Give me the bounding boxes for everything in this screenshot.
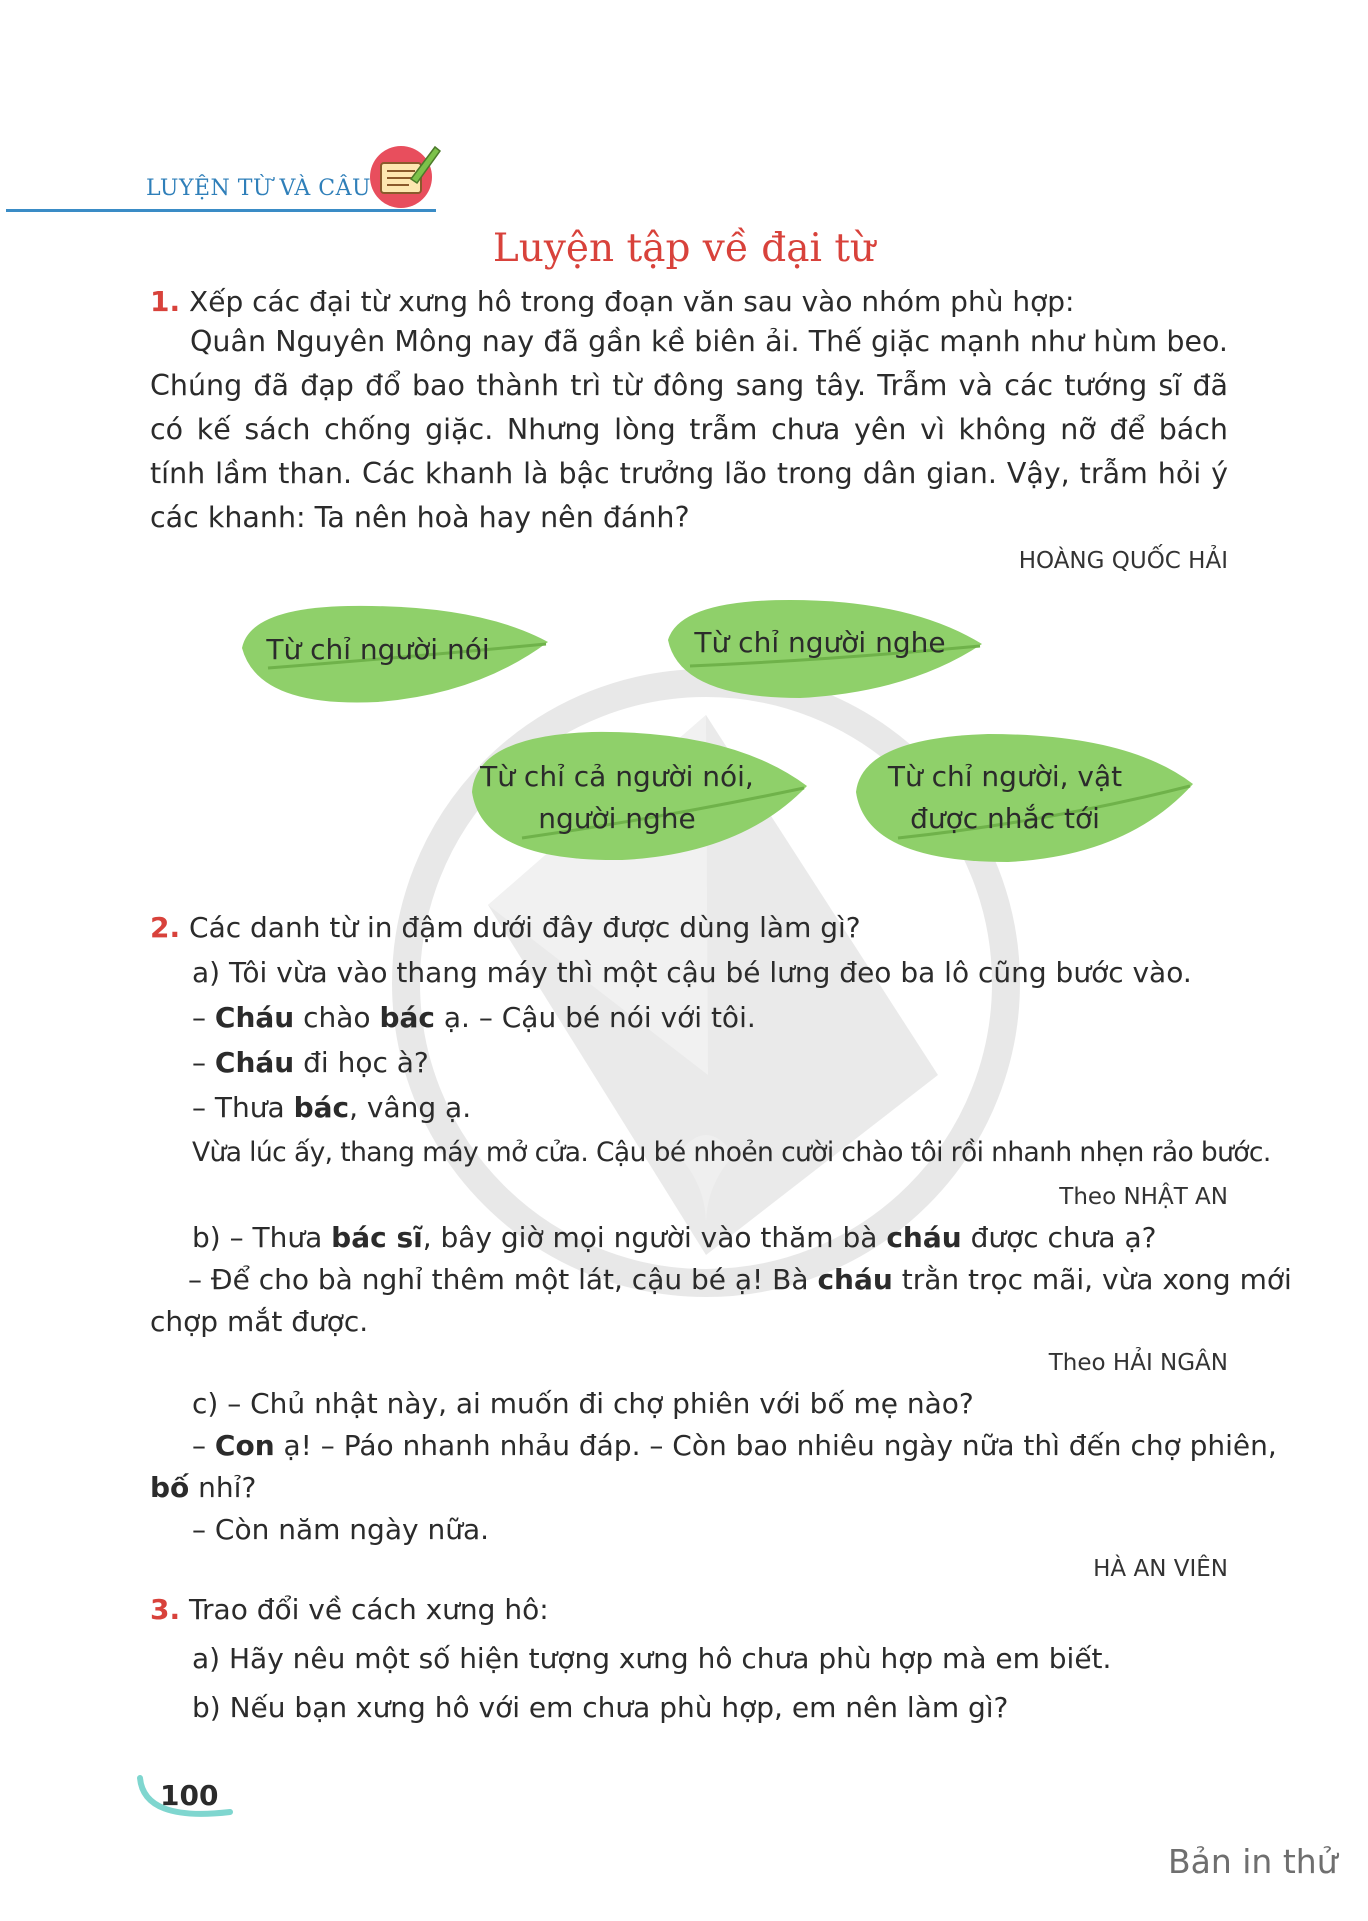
- text: đi học à?: [294, 1046, 429, 1079]
- q2-prompt-text: Các danh từ in đậm dưới đây được dùng làm gì?: [189, 911, 861, 944]
- q1-number: 1.: [150, 285, 181, 318]
- q2c-line1: c) – Chủ nhật này, ai muốn đi chợ phiên với bố mẹ nào?: [192, 1387, 974, 1420]
- q3-prompt-text: Trao đổi về cách xưng hô:: [189, 1593, 549, 1626]
- text: , bây giờ mọi người vào thăm bà: [422, 1221, 887, 1254]
- q3a: a) Hãy nêu một số hiện tượng xưng hô chưa phù hợp mà em biết.: [192, 1642, 1112, 1675]
- notebook-pencil-icon: [365, 139, 441, 209]
- q3-prompt: [150, 1588, 549, 1632]
- q1-prompt-text: Xếp các đại từ xưng hô trong đoạn văn sau vào nhóm phù hợp:: [189, 285, 1075, 318]
- bold-noun: cháu: [886, 1221, 962, 1254]
- bold-noun: cháu: [817, 1263, 893, 1296]
- text: chào: [294, 1001, 380, 1034]
- q2a-line3: [192, 1041, 429, 1085]
- leaf-label-both-line1: Từ chỉ cả người nói,: [480, 760, 754, 793]
- q2c-line3: [150, 1466, 256, 1510]
- q1-passage: Quân Nguyên Mông nay đã gần kề biên ải. Thế giặc mạnh như hùm beo. Chúng đã đạp đổ bao thành trì từ đông sang tây. Trẫm và các tướng sĩ đã có kế sách chống giặc. Nhưng lòng trẫm chưa yên vì không nỡ để bách tính lầm than. Các khanh là bậc trưởng lão trong dân gian. Vậy, trẫm hỏi ý các khanh: Ta nên hoà hay nên đánh?: [150, 325, 1228, 534]
- page-title: Luyện tập về đại từ: [492, 226, 876, 271]
- page-number: 100: [160, 1779, 219, 1812]
- bold-noun: Cháu: [214, 1046, 295, 1079]
- header-rule: [6, 209, 436, 212]
- text: trằn trọc mãi, vừa xong mới: [892, 1263, 1292, 1296]
- bold-noun: Con: [214, 1429, 275, 1462]
- dash: –: [192, 1001, 215, 1034]
- leaf-label-mentioned-line1: Từ chỉ người, vật: [887, 760, 1123, 793]
- print-label: Bản in thử: [1168, 1842, 1338, 1881]
- leaf-label-speaker: Từ chỉ người nói: [266, 633, 490, 666]
- text: – Để cho bà nghỉ thêm một lát, cậu bé ạ! Bà: [188, 1263, 818, 1296]
- leaf-label-mentioned: [860, 756, 1150, 840]
- q2c-source: HÀ AN VIÊN: [1093, 1556, 1228, 1582]
- section-label: LUYỆN TỪ VÀ CÂU: [146, 176, 372, 201]
- text: ạ! – Páo nhanh nhảu đáp. – Còn bao nhiêu ngày nữa thì đến chợ phiên,: [274, 1429, 1277, 1462]
- dash: –: [192, 1046, 215, 1079]
- text: – Thưa: [192, 1091, 294, 1124]
- q1-source: HOÀNG QUỐC HẢI: [1018, 548, 1228, 574]
- q3-number: 3.: [150, 1593, 181, 1626]
- text: b) – Thưa: [192, 1221, 332, 1254]
- text: được chưa ạ?: [961, 1221, 1157, 1254]
- q2a-source: Theo NHẬT AN: [1059, 1184, 1228, 1210]
- text: nhỉ?: [189, 1471, 257, 1504]
- bold-noun: bác: [293, 1091, 350, 1124]
- q2-prompt: [150, 906, 861, 950]
- q2b-source: Theo HẢI NGÂN: [1048, 1350, 1228, 1376]
- bold-noun: bố: [150, 1471, 190, 1504]
- q2b-line2: [188, 1258, 1292, 1302]
- q2a-line4: [192, 1086, 471, 1130]
- q2a-line1: a) Tôi vừa vào thang máy thì một cậu bé lưng đeo ba lô cũng bước vào.: [192, 956, 1192, 989]
- q1-prompt: [150, 280, 1074, 324]
- bold-noun: Cháu: [214, 1001, 295, 1034]
- leaf-label-both-line2: người nghe: [538, 802, 696, 835]
- q2c-line2: [192, 1424, 1277, 1468]
- text: –: [192, 1429, 215, 1462]
- bold-noun: bác: [379, 1001, 435, 1034]
- leaf-label-mentioned-line2: được nhắc tới: [910, 802, 1100, 835]
- q2a-line2: [192, 996, 756, 1040]
- text: ạ. – Cậu bé nói với tôi.: [435, 1001, 756, 1034]
- q2b-line1: [192, 1216, 1156, 1260]
- text: , vâng ạ.: [349, 1091, 472, 1124]
- q2c-line4: – Còn năm ngày nữa.: [192, 1513, 490, 1546]
- leaf-label-listener: Từ chỉ người nghe: [694, 626, 946, 659]
- q2b-line3: chợp mắt được.: [150, 1305, 369, 1338]
- q3b: b) Nếu bạn xưng hô với em chưa phù hợp, em nên làm gì?: [192, 1691, 1009, 1724]
- q2-number: 2.: [150, 911, 181, 944]
- q2a-line5: Vừa lúc ấy, thang máy mở cửa. Cậu bé nhoẻn cười chào tôi rồi nhanh nhẹn rảo bước.: [192, 1137, 1271, 1168]
- leaf-label-both: [462, 756, 772, 840]
- bold-noun: bác sĩ: [331, 1221, 423, 1254]
